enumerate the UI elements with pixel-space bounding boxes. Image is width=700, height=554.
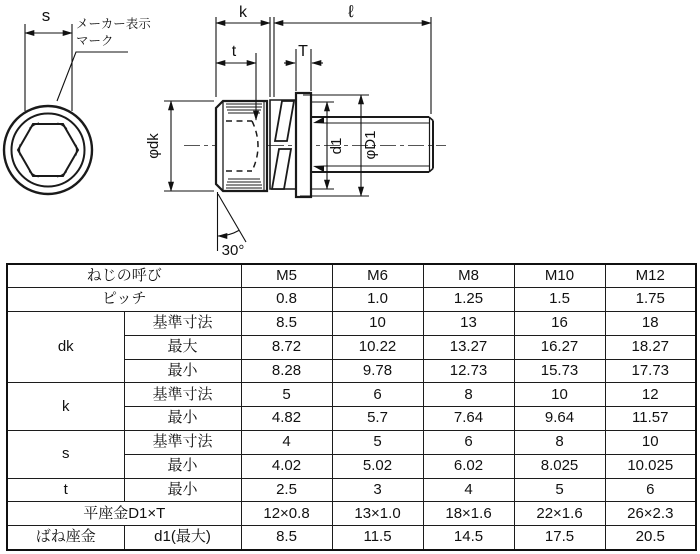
table-row [7,312,696,336]
spec-cell: 5 [332,431,423,455]
spec-cell: 4 [241,431,332,455]
spec-cell: 7.64 [423,407,514,431]
col-header-m8: M8 [423,264,514,288]
spec-cell: 12×0.8 [241,502,332,526]
dim-k [216,17,270,97]
spec-cell: 15.73 [514,359,605,383]
socket-corner-arcs [20,122,77,179]
spec-cell: 8.025 [514,454,605,478]
k-dim-label: k [239,4,247,21]
spec-cell: 18×1.6 [423,502,514,526]
row-sublabel: 基準寸法 [124,431,241,455]
spec-cell: 17.5 [514,526,605,550]
row-label-dk: dk [7,312,124,383]
row-label-spring-washer: ばね座金 [7,526,124,550]
table-row [7,526,696,550]
col-header-m12: M12 [605,264,696,288]
col-header-m10: M10 [514,264,605,288]
spec-cell: 16.27 [514,335,605,359]
row-sublabel: 最小 [124,359,241,383]
spec-cell: 17.73 [605,359,696,383]
spec-cell: 13 [423,312,514,336]
spec-cell: 6.02 [423,454,514,478]
spec-cell: 22×1.6 [514,502,605,526]
spec-cell: 8.5 [241,526,332,550]
maker-mark-label-line2: マーク [76,34,114,48]
spec-cell: 12.73 [423,359,514,383]
spec-cell: 20.5 [605,526,696,550]
spec-cell: 1.75 [605,288,696,312]
row-label-flat-washer: 平座金D1×T [7,502,241,526]
s-dim-label: s [41,6,51,25]
technical-drawing [0,0,700,262]
row-sublabel: 最小 [124,407,241,431]
table-row [7,478,696,502]
hex-socket [18,124,78,176]
spec-cell: 4 [423,478,514,502]
col-header-m5: M5 [241,264,332,288]
row-label-t: t [7,478,124,502]
spec-cell: 18.27 [605,335,696,359]
row-sublabel: 最大 [124,335,241,359]
length-dim-label: ℓ [348,2,354,21]
spring-washer [270,100,296,189]
spec-cell: 8.72 [241,335,332,359]
spec-cell: 6 [423,431,514,455]
spec-cell: 4.82 [241,407,332,431]
spec-cell: 9.78 [332,359,423,383]
spec-cell: 0.8 [241,288,332,312]
spec-cell: 14.5 [423,526,514,550]
maker-mark-label-line1: メーカー表示 [76,17,151,31]
col-header-m6: M6 [332,264,423,288]
spec-cell: 8.28 [241,359,332,383]
spec-cell: 26×2.3 [605,502,696,526]
spec-cell: 9.64 [514,407,605,431]
D1-dim-label: φD1 [362,130,379,160]
dk-dim-label: φdk [145,133,162,159]
spec-cell: 13.27 [423,335,514,359]
spec-cell: 2.5 [241,478,332,502]
spec-cell: 10 [514,383,605,407]
table-row [7,383,696,407]
spec-cell: 10 [605,431,696,455]
row-sublabel: d1(最大) [124,526,241,550]
table-row [7,264,696,288]
T-dim-label: T [298,43,308,60]
row-sublabel: 最小 [124,454,241,478]
spec-cell: 12 [605,383,696,407]
t-dim-label: t [231,43,237,60]
row-sublabel: 基準寸法 [124,312,241,336]
spec-cell: 1.25 [423,288,514,312]
dim-s [25,24,72,111]
row-sublabel: 基準寸法 [124,383,241,407]
row-label-pitch: ピッチ [7,288,241,312]
d1-dim-label: d1 [328,137,345,155]
spec-cell: 1.0 [332,288,423,312]
spec-cell: 1.5 [514,288,605,312]
spec-cell: 8 [423,383,514,407]
spec-cell: 10.025 [605,454,696,478]
row-label-s: s [7,431,124,479]
spec-cell: 11.5 [332,526,423,550]
spec-cell: 11.57 [605,407,696,431]
row-label-thread-size: ねじの呼び [7,264,241,288]
spec-cell: 5 [241,383,332,407]
maker-mark-callout [57,17,151,101]
row-label-k: k [7,383,124,431]
spec-cell: 5 [514,478,605,502]
chamfer-angle-label: 30° [221,242,245,259]
spec-table [6,263,697,551]
spec-cell: 4.02 [241,454,332,478]
screw-head-side [216,101,267,191]
spec-cell: 13×1.0 [332,502,423,526]
spec-cell: 3 [332,478,423,502]
table-row [7,288,696,312]
spec-cell: 6 [605,478,696,502]
head-top-view [4,106,92,194]
spec-cell: 8.5 [241,312,332,336]
table-row [7,431,696,455]
spec-cell: 10 [332,312,423,336]
spec-cell: 5.7 [332,407,423,431]
spec-cell: 10.22 [332,335,423,359]
row-sublabel: 最小 [124,478,241,502]
spec-cell: 16 [514,312,605,336]
spec-cell: 18 [605,312,696,336]
spec-cell: 6 [332,383,423,407]
spec-cell: 5.02 [332,454,423,478]
spec-cell: 8 [514,431,605,455]
table-row [7,502,696,526]
flat-washer [296,93,311,197]
